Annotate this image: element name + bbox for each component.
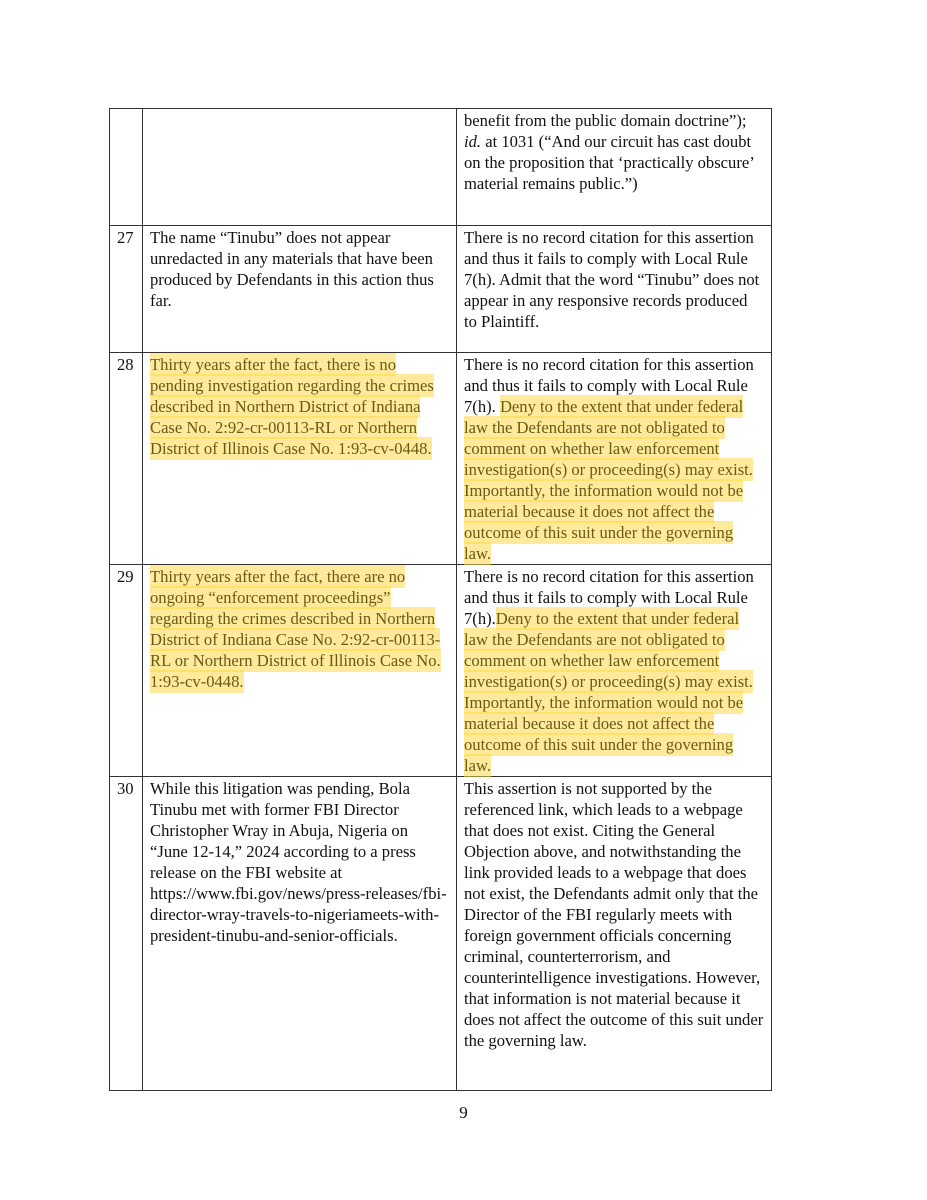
response-cell: [457, 353, 772, 565]
fact-cell: [143, 109, 457, 226]
highlighted-response: Deny to the extent that under federal law the Defendants are not obligated to comment on whether law enforcement investigation(s) or proceeding(s) may exist. Importantly, the information would not be material because it does not affect the outcome of this suit under the governing law.: [464, 397, 753, 563]
row-number: 28: [110, 353, 143, 565]
fact-cell: The name “Tinubu” does not appear unredacted in any materials that have been produced by Defendants in this action thus far.: [143, 226, 457, 353]
fact-cell: [143, 565, 457, 777]
fact-cell: [143, 353, 457, 565]
row-number: 29: [110, 565, 143, 777]
row-number: 27: [110, 226, 143, 353]
row-number: [110, 109, 143, 226]
response-cell: [457, 109, 772, 226]
fact-cell: While this litigation was pending, Bola Tinubu met with former FBI Director Christopher Wray in Abuja, Nigeria on “June 12-14,” 2024 according to a press release on the FBI website at https://www.fbi.gov/news/press-releases/fbi-director-wray-travels-to-nigeriameets-with-president-tinubu-and-senior-officials.: [143, 777, 457, 1091]
highlighted-response: Deny to the extent that under federal law the Defendants are not obligated to comment on whether law enforcement investigation(s) or proceeding(s) may exist. Importantly, the information would not be material because it does not affect the outcome of this suit under the governing law.: [464, 609, 753, 775]
table-row: [110, 109, 772, 226]
response-text: benefit from the public domain doctrine”);: [464, 111, 747, 130]
response-cell: [457, 565, 772, 777]
response-text: There is no record citation for this assertion and thus it fails to comply with Local Rule 7(h).: [464, 355, 754, 416]
table-row: [110, 226, 772, 353]
page-number: 9: [459, 1103, 468, 1122]
highlighted-fact: Thirty years after the fact, there are no ongoing “enforcement proceedings” regarding the crimes described in Northern District of Indiana Case No. 2:92-cr-00113-RL or Northern District of Illinois Case No. 1:93-cv-0448.: [150, 567, 441, 691]
response-table: [109, 108, 772, 1091]
table-row: [110, 565, 772, 777]
response-cell: There is no record citation for this assertion and thus it fails to comply with Local Rule 7(h). Admit that the word “Tinubu” does not appear in any responsive records produced to Plaintiff.: [457, 226, 772, 353]
citation-italic: id.: [464, 132, 482, 151]
row-number: 30: [110, 777, 143, 1091]
table-row: [110, 353, 772, 565]
response-cell: This assertion is not supported by the referenced link, which leads to a webpage that does not exist. Citing the General Objection above, and notwithstanding the link provided leads to a webpage that does not exist, the Defendants admit only that the Director of the FBI regularly meets with foreign government officials concerning criminal, counterterrorism, and counterintelligence investigations. However, that information is not material because it does not affect the outcome of this suit under the governing law.: [457, 777, 772, 1091]
response-text: There is no record citation for this assertion and thus it fails to comply with Local Rule 7(h).: [464, 567, 754, 628]
highlighted-fact: Thirty years after the fact, there is no pending investigation regarding the crimes described in Northern District of Indiana Case No. 2:92-cr-00113-RL or Northern District of Illinois Case No. 1:93-cv-0448.: [150, 355, 434, 458]
table-row: [110, 777, 772, 1091]
response-text-continued: at 1031 (“And our circuit has cast doubt on the proposition that ‘practically obscure’ material remains public.”): [464, 132, 754, 193]
